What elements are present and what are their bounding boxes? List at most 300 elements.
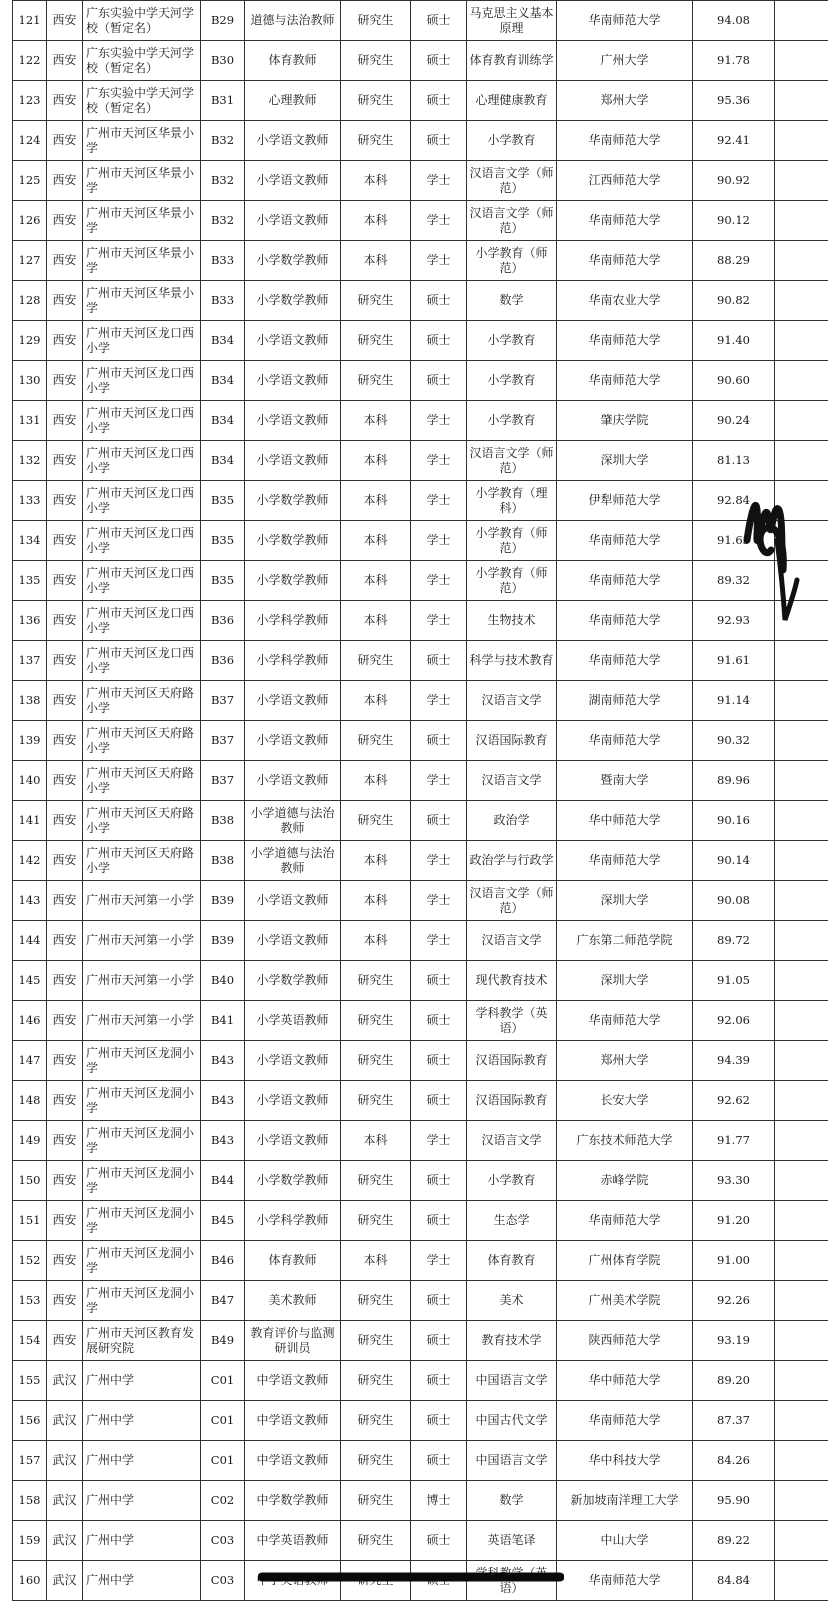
row-number-cell: 125 <box>13 161 47 201</box>
degree-cell: 学士 <box>411 201 467 241</box>
education-cell: 研究生 <box>341 1201 411 1241</box>
school-cell: 华南师范大学 <box>557 121 693 161</box>
row-number-cell: 131 <box>13 401 47 441</box>
unit-cell: 广州市天河区龙洞小学 <box>83 1281 201 1321</box>
score-cell: 88.29 <box>693 241 775 281</box>
major-cell: 马克思主义基本原理 <box>467 1 557 41</box>
unit-cell: 广州市天河区龙洞小学 <box>83 1041 201 1081</box>
table-row <box>13 1521 828 1561</box>
education-cell: 研究生 <box>341 1041 411 1081</box>
school-cell: 中山大学 <box>557 1521 693 1561</box>
school-cell: 华南师范大学 <box>557 1201 693 1241</box>
education-cell: 本科 <box>341 201 411 241</box>
education-cell: 研究生 <box>341 1361 411 1401</box>
post-cell: 小学科学教师 <box>245 1201 341 1241</box>
remark-cell <box>775 881 828 921</box>
score-cell: 89.72 <box>693 921 775 961</box>
city-cell: 西安 <box>47 1041 83 1081</box>
education-cell: 本科 <box>341 401 411 441</box>
row-number-cell: 157 <box>13 1441 47 1481</box>
remark-cell <box>775 161 828 201</box>
row-number-cell: 154 <box>13 1321 47 1361</box>
degree-cell: 硕士 <box>411 1201 467 1241</box>
unit-cell: 广州市天河区龙口西小学 <box>83 601 201 641</box>
row-number-cell: 124 <box>13 121 47 161</box>
row-number-cell: 141 <box>13 801 47 841</box>
major-cell: 生态学 <box>467 1201 557 1241</box>
education-cell: 本科 <box>341 1121 411 1161</box>
school-cell: 华南师范大学 <box>557 641 693 681</box>
table-row <box>13 401 828 441</box>
row-number-cell: 158 <box>13 1481 47 1521</box>
city-cell: 西安 <box>47 561 83 601</box>
post-code-cell: B33 <box>201 281 245 321</box>
row-number-cell: 140 <box>13 761 47 801</box>
post-cell: 体育教师 <box>245 41 341 81</box>
major-cell: 小学教育 <box>467 361 557 401</box>
degree-cell: 硕士 <box>411 1401 467 1441</box>
unit-cell: 广州市天河区教育发展研究院 <box>83 1321 201 1361</box>
major-cell: 中国语言文学 <box>467 1361 557 1401</box>
row-number-cell: 132 <box>13 441 47 481</box>
remark-cell <box>775 481 828 521</box>
post-cell: 中学语文教师 <box>245 1441 341 1481</box>
city-cell: 西安 <box>47 161 83 201</box>
remark-cell <box>775 1081 828 1121</box>
school-cell: 伊犁师范大学 <box>557 481 693 521</box>
major-cell: 小学教育 <box>467 1161 557 1201</box>
degree-cell: 硕士 <box>411 1281 467 1321</box>
unit-cell: 广东实验中学天河学校（暂定名） <box>83 81 201 121</box>
post-cell: 小学语文教师 <box>245 121 341 161</box>
remark-cell <box>775 601 828 641</box>
unit-cell: 广州市天河区龙洞小学 <box>83 1121 201 1161</box>
post-code-cell: B38 <box>201 801 245 841</box>
remark-cell <box>775 761 828 801</box>
school-cell: 华中科技大学 <box>557 1441 693 1481</box>
post-cell: 小学数学教师 <box>245 241 341 281</box>
education-cell: 本科 <box>341 161 411 201</box>
post-code-cell: B43 <box>201 1121 245 1161</box>
row-number-cell: 156 <box>13 1401 47 1441</box>
remark-cell <box>775 1521 828 1561</box>
city-cell: 西安 <box>47 1001 83 1041</box>
score-cell: 90.16 <box>693 801 775 841</box>
unit-cell: 广州市天河区龙口西小学 <box>83 441 201 481</box>
score-cell: 92.26 <box>693 1281 775 1321</box>
school-cell: 华南师范大学 <box>557 721 693 761</box>
school-cell: 郑州大学 <box>557 81 693 121</box>
unit-cell: 广州市天河区龙口西小学 <box>83 321 201 361</box>
education-cell: 研究生 <box>341 1281 411 1321</box>
city-cell: 武汉 <box>47 1361 83 1401</box>
school-cell: 华南农业大学 <box>557 281 693 321</box>
score-cell: 91.20 <box>693 1201 775 1241</box>
school-cell: 华南师范大学 <box>557 1561 693 1601</box>
unit-cell: 广州市天河区龙口西小学 <box>83 561 201 601</box>
score-cell: 91.05 <box>693 961 775 1001</box>
education-cell: 本科 <box>341 561 411 601</box>
score-cell: 89.22 <box>693 1521 775 1561</box>
city-cell: 西安 <box>47 1201 83 1241</box>
row-number-cell: 129 <box>13 321 47 361</box>
row-number-cell: 123 <box>13 81 47 121</box>
school-cell: 华南师范大学 <box>557 241 693 281</box>
score-cell: 92.62 <box>693 1081 775 1121</box>
table-row <box>13 201 828 241</box>
degree-cell: 学士 <box>411 561 467 601</box>
education-cell: 研究生 <box>341 721 411 761</box>
major-cell: 英语笔译 <box>467 1521 557 1561</box>
score-cell: 95.90 <box>693 1481 775 1521</box>
post-code-cell: B49 <box>201 1321 245 1361</box>
post-cell: 小学语文教师 <box>245 1041 341 1081</box>
degree-cell: 硕士 <box>411 81 467 121</box>
post-cell: 小学语文教师 <box>245 761 341 801</box>
post-code-cell: B37 <box>201 721 245 761</box>
unit-cell: 广州市天河区天府路小学 <box>83 801 201 841</box>
post-cell: 小学道德与法治教师 <box>245 841 341 881</box>
post-code-cell: C01 <box>201 1401 245 1441</box>
city-cell: 西安 <box>47 1081 83 1121</box>
score-cell: 90.92 <box>693 161 775 201</box>
table-row <box>13 641 828 681</box>
education-cell: 研究生 <box>341 41 411 81</box>
table-row <box>13 1041 828 1081</box>
table-row <box>13 321 828 361</box>
education-cell: 研究生 <box>341 321 411 361</box>
row-number-cell: 146 <box>13 1001 47 1041</box>
major-cell: 教育技术学 <box>467 1321 557 1361</box>
school-cell: 华南师范大学 <box>557 201 693 241</box>
post-cell: 体育教师 <box>245 1241 341 1281</box>
major-cell: 汉语国际教育 <box>467 1081 557 1121</box>
table-row <box>13 281 828 321</box>
remark-cell <box>775 441 828 481</box>
unit-cell: 广州市天河第一小学 <box>83 961 201 1001</box>
remark-cell <box>775 321 828 361</box>
post-code-cell: B32 <box>201 121 245 161</box>
row-number-cell: 144 <box>13 921 47 961</box>
major-cell: 小学教育 <box>467 321 557 361</box>
degree-cell: 学士 <box>411 481 467 521</box>
post-code-cell: C03 <box>201 1561 245 1601</box>
table-row <box>13 361 828 401</box>
score-cell: 90.82 <box>693 281 775 321</box>
row-number-cell: 152 <box>13 1241 47 1281</box>
table-row <box>13 1081 828 1121</box>
city-cell: 西安 <box>47 41 83 81</box>
remark-cell <box>775 1201 828 1241</box>
school-cell: 华南师范大学 <box>557 601 693 641</box>
row-number-cell: 134 <box>13 521 47 561</box>
education-cell: 本科 <box>341 921 411 961</box>
row-number-cell: 135 <box>13 561 47 601</box>
post-code-cell: B34 <box>201 321 245 361</box>
remark-cell <box>775 121 828 161</box>
city-cell: 西安 <box>47 441 83 481</box>
post-cell: 小学语文教师 <box>245 721 341 761</box>
row-number-cell: 150 <box>13 1161 47 1201</box>
post-code-cell: B33 <box>201 241 245 281</box>
post-cell: 小学语文教师 <box>245 881 341 921</box>
remark-cell <box>775 841 828 881</box>
school-cell: 华南师范大学 <box>557 1401 693 1441</box>
school-cell: 新加坡南洋理工大学 <box>557 1481 693 1521</box>
table-row <box>13 961 828 1001</box>
remark-cell <box>775 1281 828 1321</box>
major-cell: 科学与技术教育 <box>467 641 557 681</box>
unit-cell: 广州市天河区天府路小学 <box>83 761 201 801</box>
degree-cell: 学士 <box>411 401 467 441</box>
city-cell: 西安 <box>47 121 83 161</box>
unit-cell: 广州市天河区华景小学 <box>83 201 201 241</box>
row-number-cell: 130 <box>13 361 47 401</box>
score-cell: 81.13 <box>693 441 775 481</box>
table-row <box>13 1561 828 1601</box>
degree-cell: 学士 <box>411 161 467 201</box>
post-code-cell: B45 <box>201 1201 245 1241</box>
degree-cell: 学士 <box>411 761 467 801</box>
city-cell: 西安 <box>47 1121 83 1161</box>
remark-cell <box>775 201 828 241</box>
row-number-cell: 139 <box>13 721 47 761</box>
school-cell: 陕西师范大学 <box>557 1321 693 1361</box>
education-cell: 研究生 <box>341 1481 411 1521</box>
score-cell: 94.39 <box>693 1041 775 1081</box>
major-cell: 数学 <box>467 1481 557 1521</box>
row-number-cell: 153 <box>13 1281 47 1321</box>
education-cell: 本科 <box>341 441 411 481</box>
major-cell: 汉语言文学（师范） <box>467 201 557 241</box>
remark-cell <box>775 681 828 721</box>
remark-cell <box>775 41 828 81</box>
post-code-cell: C02 <box>201 1481 245 1521</box>
post-code-cell: B41 <box>201 1001 245 1041</box>
city-cell: 西安 <box>47 361 83 401</box>
row-number-cell: 127 <box>13 241 47 281</box>
degree-cell: 学士 <box>411 241 467 281</box>
row-number-cell: 136 <box>13 601 47 641</box>
remark-cell <box>775 1561 828 1601</box>
remark-cell <box>775 81 828 121</box>
unit-cell: 广州市天河区龙洞小学 <box>83 1241 201 1281</box>
post-cell: 美术教师 <box>245 1281 341 1321</box>
score-cell: 91.78 <box>693 41 775 81</box>
degree-cell: 学士 <box>411 1121 467 1161</box>
remark-cell <box>775 361 828 401</box>
row-number-cell: 121 <box>13 1 47 41</box>
post-cell: 小学数学教师 <box>245 281 341 321</box>
city-cell: 西安 <box>47 921 83 961</box>
education-cell: 本科 <box>341 521 411 561</box>
post-code-cell: B36 <box>201 601 245 641</box>
score-cell: 90.24 <box>693 401 775 441</box>
row-number-cell: 151 <box>13 1201 47 1241</box>
city-cell: 武汉 <box>47 1561 83 1601</box>
post-code-cell: B30 <box>201 41 245 81</box>
table-row <box>13 1001 828 1041</box>
post-cell: 小学语文教师 <box>245 681 341 721</box>
major-cell: 美术 <box>467 1281 557 1321</box>
education-cell: 研究生 <box>341 1561 411 1601</box>
post-cell: 中学数学教师 <box>245 1481 341 1521</box>
score-cell: 93.19 <box>693 1321 775 1361</box>
table-row <box>13 1161 828 1201</box>
unit-cell: 广州市天河区龙口西小学 <box>83 521 201 561</box>
post-code-cell: B43 <box>201 1041 245 1081</box>
school-cell: 广东第二师范学院 <box>557 921 693 961</box>
post-code-cell: B34 <box>201 441 245 481</box>
degree-cell: 学士 <box>411 681 467 721</box>
row-number-cell: 148 <box>13 1081 47 1121</box>
remark-cell <box>775 1161 828 1201</box>
degree-cell: 硕士 <box>411 1561 467 1601</box>
school-cell: 赤峰学院 <box>557 1161 693 1201</box>
school-cell: 广州大学 <box>557 41 693 81</box>
remark-cell <box>775 961 828 1001</box>
score-cell: 92.93 <box>693 601 775 641</box>
row-number-cell: 138 <box>13 681 47 721</box>
major-cell: 小学教育（师范） <box>467 521 557 561</box>
post-cell: 小学数学教师 <box>245 961 341 1001</box>
table-row <box>13 1321 828 1361</box>
education-cell: 研究生 <box>341 801 411 841</box>
post-code-cell: B40 <box>201 961 245 1001</box>
city-cell: 西安 <box>47 681 83 721</box>
city-cell: 西安 <box>47 761 83 801</box>
unit-cell: 广州市天河区华景小学 <box>83 241 201 281</box>
degree-cell: 学士 <box>411 521 467 561</box>
major-cell: 汉语言文学（师范） <box>467 161 557 201</box>
city-cell: 武汉 <box>47 1401 83 1441</box>
table-row <box>13 561 828 601</box>
degree-cell: 硕士 <box>411 1081 467 1121</box>
city-cell: 西安 <box>47 641 83 681</box>
post-cell: 中学英语教师 <box>245 1561 341 1601</box>
post-cell: 小学英语教师 <box>245 1001 341 1041</box>
row-number-cell: 160 <box>13 1561 47 1601</box>
city-cell: 西安 <box>47 1161 83 1201</box>
table-row <box>13 1201 828 1241</box>
major-cell: 汉语言文学 <box>467 921 557 961</box>
major-cell: 现代教育技术 <box>467 961 557 1001</box>
education-cell: 研究生 <box>341 1081 411 1121</box>
post-code-cell: B35 <box>201 561 245 601</box>
city-cell: 西安 <box>47 961 83 1001</box>
unit-cell: 广州市天河区龙洞小学 <box>83 1081 201 1121</box>
table-row <box>13 41 828 81</box>
row-number-cell: 155 <box>13 1361 47 1401</box>
table-row <box>13 761 828 801</box>
post-cell: 小学科学教师 <box>245 601 341 641</box>
table-row <box>13 681 828 721</box>
education-cell: 研究生 <box>341 1321 411 1361</box>
city-cell: 西安 <box>47 201 83 241</box>
row-number-cell: 122 <box>13 41 47 81</box>
score-cell: 92.84 <box>693 481 775 521</box>
city-cell: 西安 <box>47 1241 83 1281</box>
post-code-cell: B38 <box>201 841 245 881</box>
table-row <box>13 1401 828 1441</box>
school-cell: 华南师范大学 <box>557 1 693 41</box>
degree-cell: 硕士 <box>411 321 467 361</box>
major-cell: 小学教育（师范） <box>467 241 557 281</box>
remark-cell <box>775 1401 828 1441</box>
education-cell: 本科 <box>341 1241 411 1281</box>
post-cell: 道德与法治教师 <box>245 1 341 41</box>
major-cell: 生物技术 <box>467 601 557 641</box>
score-cell: 91.77 <box>693 1121 775 1161</box>
degree-cell: 学士 <box>411 881 467 921</box>
education-cell: 本科 <box>341 481 411 521</box>
post-code-cell: B47 <box>201 1281 245 1321</box>
unit-cell: 广州市天河区龙口西小学 <box>83 641 201 681</box>
remark-cell <box>775 921 828 961</box>
remark-cell <box>775 1001 828 1041</box>
post-code-cell: B37 <box>201 681 245 721</box>
degree-cell: 硕士 <box>411 1001 467 1041</box>
table-row <box>13 1481 828 1521</box>
degree-cell: 硕士 <box>411 361 467 401</box>
unit-cell: 广州市天河区龙口西小学 <box>83 481 201 521</box>
school-cell: 广东技术师范大学 <box>557 1121 693 1161</box>
table-row <box>13 1441 828 1481</box>
post-code-cell: B35 <box>201 521 245 561</box>
unit-cell: 广州中学 <box>83 1401 201 1441</box>
city-cell: 武汉 <box>47 1441 83 1481</box>
school-cell: 华中师范大学 <box>557 801 693 841</box>
remark-cell <box>775 1441 828 1481</box>
degree-cell: 学士 <box>411 841 467 881</box>
score-cell: 90.08 <box>693 881 775 921</box>
school-cell: 华南师范大学 <box>557 1001 693 1041</box>
city-cell: 西安 <box>47 841 83 881</box>
unit-cell: 广州中学 <box>83 1441 201 1481</box>
table-row <box>13 121 828 161</box>
school-cell: 华南师范大学 <box>557 561 693 601</box>
school-cell: 深圳大学 <box>557 961 693 1001</box>
major-cell: 政治学 <box>467 801 557 841</box>
unit-cell: 广州市天河区华景小学 <box>83 121 201 161</box>
remark-cell <box>775 401 828 441</box>
score-cell: 90.14 <box>693 841 775 881</box>
score-cell: 90.60 <box>693 361 775 401</box>
city-cell: 西安 <box>47 521 83 561</box>
education-cell: 研究生 <box>341 361 411 401</box>
major-cell: 心理健康教育 <box>467 81 557 121</box>
post-code-cell: B29 <box>201 1 245 41</box>
post-code-cell: B46 <box>201 1241 245 1281</box>
unit-cell: 广州市天河第一小学 <box>83 921 201 961</box>
remark-cell <box>775 1121 828 1161</box>
unit-cell: 广州市天河第一小学 <box>83 881 201 921</box>
unit-cell: 广州市天河第一小学 <box>83 1001 201 1041</box>
unit-cell: 广东实验中学天河学校（暂定名） <box>83 1 201 41</box>
table-row <box>13 921 828 961</box>
unit-cell: 广州中学 <box>83 1561 201 1601</box>
school-cell: 暨南大学 <box>557 761 693 801</box>
school-cell: 湖南师范大学 <box>557 681 693 721</box>
post-cell: 小学语文教师 <box>245 201 341 241</box>
table-row <box>13 81 828 121</box>
major-cell: 中国语言文学 <box>467 1441 557 1481</box>
degree-cell: 硕士 <box>411 721 467 761</box>
unit-cell: 广州中学 <box>83 1361 201 1401</box>
city-cell: 西安 <box>47 281 83 321</box>
remark-cell <box>775 561 828 601</box>
table-row <box>13 1361 828 1401</box>
